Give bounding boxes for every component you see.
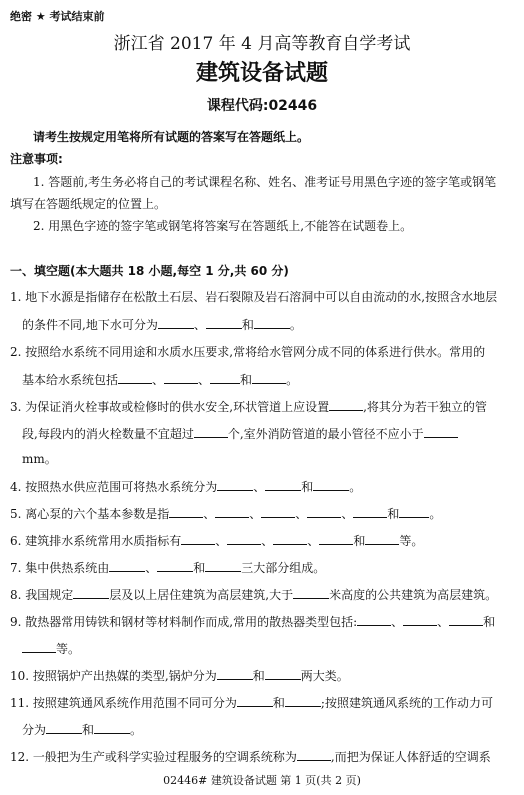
answer-blank[interactable] <box>46 722 82 734</box>
question-11-line-2: 分为 和 。 <box>22 723 143 737</box>
answer-blank[interactable] <box>215 506 249 518</box>
question-1-line-1: 1. 地下水源是指储存在松散土石层、岩石裂隙及岩石溶洞中可以自由流动的水,按照含水地层 <box>10 290 498 304</box>
answer-blank[interactable] <box>217 479 253 491</box>
answer-blank[interactable] <box>365 533 399 545</box>
question-4: 4. 按照热水供应范围可将热水系统分为 、 和 。 <box>10 480 362 494</box>
question-2-line-1: 2. 按照给水系统不同用途和水质水压要求,常将给水管网分成不同的体系进行供水。常用的 <box>10 345 486 359</box>
answer-blank[interactable] <box>265 668 301 680</box>
answer-blank[interactable] <box>353 506 387 518</box>
question-1-line-2: 的条件不同,地下水可分为 、 和 。 <box>22 318 302 332</box>
answer-blank[interactable] <box>217 668 253 680</box>
question-9-line-2: 等。 <box>22 641 80 656</box>
course-code: 课程代码:02446 <box>206 98 318 114</box>
answer-blank[interactable] <box>265 479 301 491</box>
answer-blank[interactable] <box>319 533 353 545</box>
answer-blank[interactable] <box>73 587 109 599</box>
answer-blank[interactable] <box>449 614 483 626</box>
answer-blank[interactable] <box>164 372 198 384</box>
page-footer: 02446# 建筑设备试题 第 1 页(共 2 页) <box>163 774 361 787</box>
question-3-line-3: mm。 <box>22 452 57 466</box>
answer-blank[interactable] <box>22 641 56 653</box>
answer-blank[interactable] <box>205 560 241 572</box>
answer-blank[interactable] <box>194 426 228 438</box>
answer-blank[interactable] <box>118 372 152 384</box>
answer-blank[interactable] <box>261 506 295 518</box>
question-10: 10. 按照锅炉产出热媒的类型,锅炉分为 和 两大类。 <box>10 669 349 683</box>
answer-blank[interactable] <box>109 560 145 572</box>
answer-blank[interactable] <box>285 695 321 707</box>
note-1-line-1: 1. 答题前,考生务必将自己的考试课程名称、姓名、准考证号用黑色字迹的签字笔或钢笔 <box>33 175 497 189</box>
answer-blank[interactable] <box>329 399 363 411</box>
answer-blank[interactable] <box>293 587 329 599</box>
question-12: 12. 一般把为生产或科学实验过程服务的空调系统称为 ,而把为保证人体舒适的空调系 <box>10 750 491 764</box>
answer-blank[interactable] <box>313 479 349 491</box>
question-5: 5. 离心泵的六个基本参数是指 、 、 、 、 和 。 <box>10 507 442 521</box>
question-3-line-2: 段,每段内的消火栓数量不宜超过 个,室外消防管道的最小管径不应小于 <box>22 426 458 441</box>
answer-blank[interactable] <box>273 533 307 545</box>
question-11-line-1: 11. 按照建筑通风系统作用范围不同可分为 和 ;按照建筑通风系统的工作动力可 <box>10 696 493 710</box>
answer-blank[interactable] <box>403 614 437 626</box>
answer-blank[interactable] <box>307 506 341 518</box>
answer-blank[interactable] <box>181 533 215 545</box>
question-8: 8. 我国规定 层及以上居住建筑为高层建筑,大于 米高度的公共建筑为高层建筑。 <box>10 588 498 602</box>
section-heading: 一、填空题(本大题共 18 小题,每空 1 分,共 60 分) <box>10 264 289 278</box>
answer-blank[interactable] <box>399 506 429 518</box>
note-2: 2. 用黑色字迹的签字笔或钢笔将答案写在答题纸上,不能答在试题卷上。 <box>33 219 413 233</box>
answer-blank[interactable] <box>158 317 194 329</box>
answer-blank[interactable] <box>297 749 331 761</box>
notes-heading: 注意事项: <box>10 152 63 166</box>
answer-blank[interactable] <box>424 426 458 438</box>
subject-title: 建筑设备试题 <box>195 61 328 86</box>
answer-blank[interactable] <box>210 372 240 384</box>
answer-blank[interactable] <box>357 614 391 626</box>
answer-blank[interactable] <box>227 533 261 545</box>
answer-blank[interactable] <box>169 506 203 518</box>
answer-notice: 请考生按规定用笔将所有试题的答案写在答题纸上。 <box>33 130 310 144</box>
confidential-mark: 绝密 ★ 考试结束前 <box>10 10 105 23</box>
answer-blank[interactable] <box>206 317 242 329</box>
note-1-line-2: 填写在答题纸规定的位置上。 <box>10 197 167 211</box>
question-9-line-1: 9. 散热器常用铸铁和钢材等材料制作而成,常用的散热器类型包括: 、 、 和 <box>10 615 496 629</box>
answer-blank[interactable] <box>94 722 130 734</box>
answer-blank[interactable] <box>157 560 193 572</box>
question-3-line-1: 3. 为保证消火栓事故或检修时的供水安全,环状管道上应设置 ,将其分为若干独立的管 <box>10 400 487 414</box>
question-2-line-2: 基本给水系统包括 、 、 和 。 <box>22 373 299 387</box>
exam-title: 浙江省 2017 年 4 月高等教育自学考试 <box>113 34 411 54</box>
answer-blank[interactable] <box>237 695 273 707</box>
question-6: 6. 建筑排水系统常用水质指标有 、 、 、 和 等。 <box>10 534 424 548</box>
answer-blank[interactable] <box>252 372 286 384</box>
question-7: 7. 集中供热系统由 、 和 三大部分组成。 <box>10 561 326 575</box>
answer-blank[interactable] <box>254 317 290 329</box>
